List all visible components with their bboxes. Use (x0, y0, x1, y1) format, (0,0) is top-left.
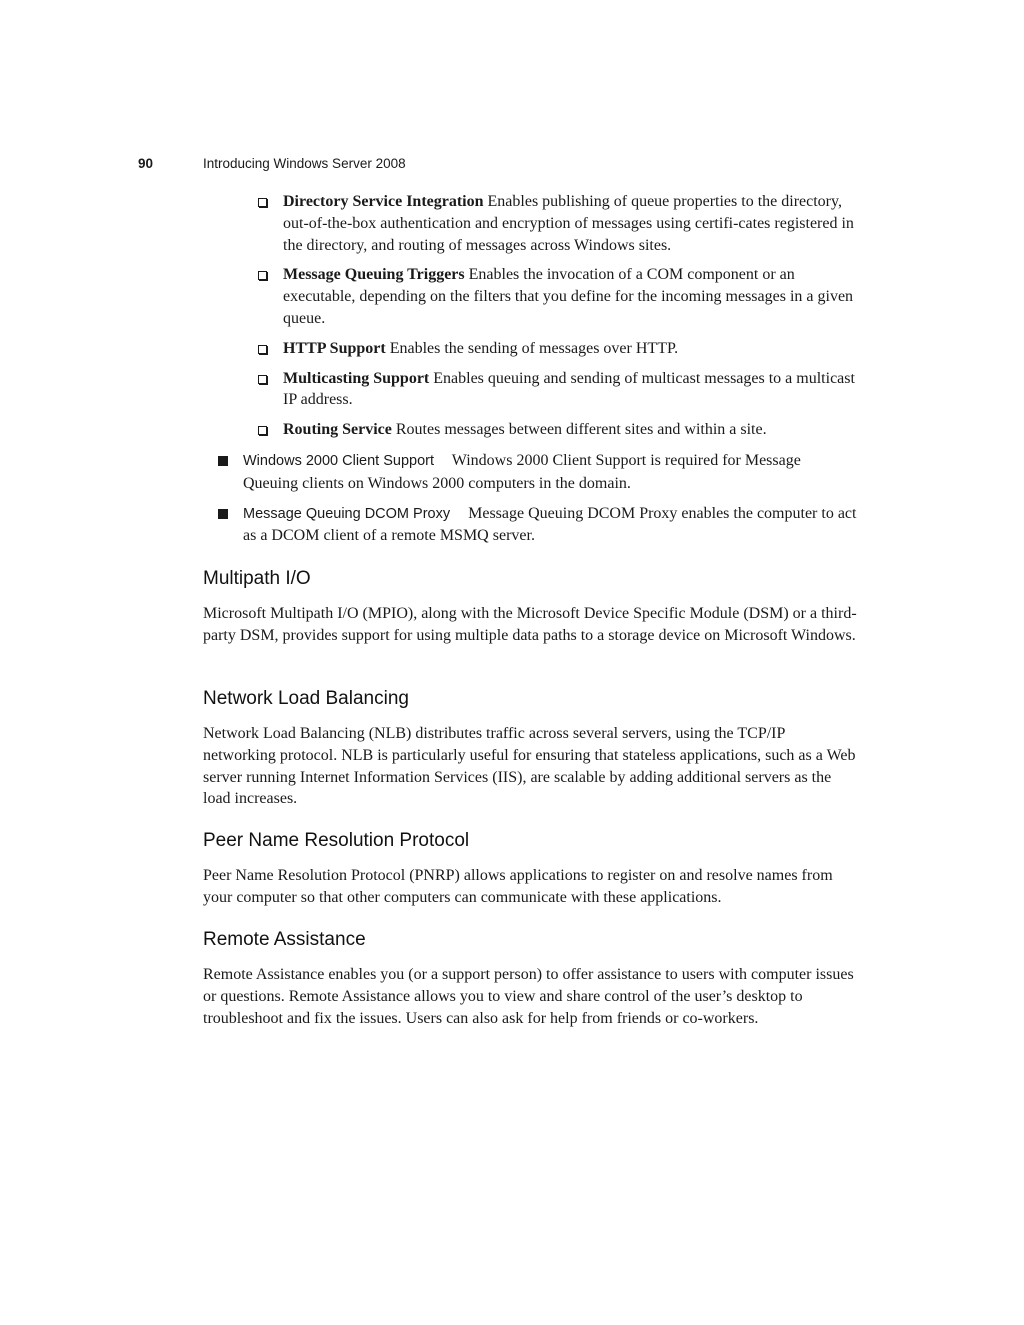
list-item-term: Routing Service (283, 421, 392, 439)
list-item-term: Windows 2000 Client Support (243, 453, 435, 469)
checkbox-bullet-icon (258, 426, 267, 435)
checkbox-bullet-icon (258, 198, 267, 207)
list-item (216, 450, 858, 495)
list-item-term: HTTP Support (283, 339, 386, 357)
checkbox-bullet-icon (258, 271, 267, 280)
square-bullet-icon (218, 456, 228, 466)
list-item-text: Windows 2000 Client Support is required for Message Queuing clients on Windows 2000 computers in the domain. (243, 452, 801, 492)
square-bullet-icon (218, 509, 228, 519)
section-heading: Multipath I/O (203, 568, 311, 589)
list-item-text: Routes messages between different sites and within a site. (395, 421, 767, 439)
list-item-term: Directory Service Integration (283, 193, 484, 210)
checkbox-bullet-icon (258, 375, 267, 384)
list-item (258, 338, 858, 360)
section-body: Network Load Balancing (NLB) distributes traffic across several servers, using the TCP/IP networking protocol. NLB is particularly useful for ensuring that stateless applications, such as a Web server running Internet Information Services (IIS), are scalable by adding additional servers as the load increases. (203, 725, 856, 808)
page-header (138, 156, 858, 176)
section-body: Peer Name Resolution Protocol (PNRP) allows applications to register on and resolve names from your computer so that other computers can communicate with these applications. (203, 867, 833, 906)
checkbox-bullet-icon (258, 345, 267, 354)
list-item-term: Message Queuing DCOM Proxy (243, 505, 451, 522)
list-item (216, 503, 858, 548)
list-item-text: Enables queuing and sending of multicast messages to a multicast IP address. (283, 369, 855, 409)
list-item (258, 191, 858, 256)
section-heading: Network Load Balancing (203, 688, 409, 709)
list-item-text: Enables the sending of messages over HTTP. (389, 339, 679, 357)
list-item-text: Message Queuing DCOM Proxy enables the computer to act as a DCOM client of a remote MSMQ server. (243, 504, 857, 545)
feature-sub-list (258, 191, 858, 449)
section-heading: Peer Name Resolution Protocol (203, 830, 470, 851)
list-item (258, 264, 858, 329)
section-body: Remote Assistance enables you (or a support person) to offer assistance to users with computer issues or questions. Remote Assistance allows you to view and share control of the user’s desktop to troubleshoot and fix the issues. Users can also ask for help from friends or co-workers. (203, 966, 854, 1027)
page-number: 90 (138, 156, 154, 171)
section-body: Microsoft Multipath I/O (MPIO), along with the Microsoft Device Specific Module (DSM) or a third-party DSM, provides support for using multiple data paths to a storage device on Microsoft Windows. (203, 605, 857, 644)
section-network-load-balancing (203, 687, 858, 810)
list-item-term: Multicasting Support (283, 369, 430, 387)
section-peer-name-resolution-protocol (203, 829, 858, 909)
list-item-term: Message Queuing Triggers (283, 266, 465, 284)
section-multipath-io (203, 567, 858, 647)
section-remote-assistance (203, 928, 858, 1029)
feature-main-list (216, 450, 858, 555)
section-heading: Remote Assistance (203, 929, 366, 950)
list-item-text: Enables publishing of queue properties to the directory, out-of-the-box authentication and encryption of messages using certifi-cates registered in the directory, and routing of messages across Windows sites. (283, 193, 854, 254)
list-item (258, 419, 858, 441)
list-item-text: Enables the invocation of a COM component or an executable, depending on the filters that you define for the incoming messages in a given queue. (283, 266, 854, 327)
running-title: Introducing Windows Server 2008 (203, 156, 406, 171)
list-item (258, 368, 858, 412)
